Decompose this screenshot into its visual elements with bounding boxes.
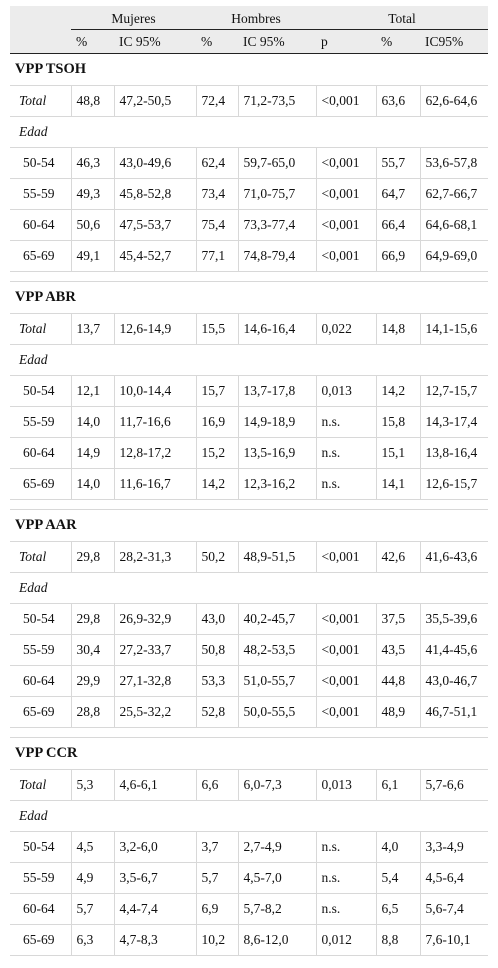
table-cell: 51,0-55,7: [238, 666, 316, 697]
table-cell: 4,4-7,4: [114, 894, 196, 925]
row-label-age: 65-69: [10, 925, 71, 956]
section-spacer: [10, 272, 488, 282]
table-cell: 35,5-39,6: [420, 604, 488, 635]
row-label-age: 60-64: [10, 666, 71, 697]
table-cell: 14,8: [376, 314, 420, 345]
column-header: IC 95%: [238, 30, 316, 54]
header-empty-cell: [10, 6, 71, 30]
table-cell: 50,0-55,5: [238, 697, 316, 728]
table-cell: 13,7: [71, 314, 114, 345]
table-cell: 6,1: [376, 770, 420, 801]
table-cell: 46,7-51,1: [420, 697, 488, 728]
table-cell: 11,6-16,7: [114, 469, 196, 500]
table-cell: 63,6: [376, 86, 420, 117]
table-row: [10, 863, 488, 894]
table-cell: 52,8: [196, 697, 238, 728]
table-cell: n.s.: [316, 832, 376, 863]
table-cell: 11,7-16,6: [114, 407, 196, 438]
column-header: %: [71, 30, 114, 54]
table-cell: 29,8: [71, 604, 114, 635]
table-cell: 10,2: [196, 925, 238, 956]
table-cell: 43,0: [196, 604, 238, 635]
table-cell: 16,9: [196, 407, 238, 438]
table-cell: 62,4: [196, 148, 238, 179]
table-cell: 64,7: [376, 179, 420, 210]
section-header-row: [10, 54, 488, 86]
table-cell: 6,6: [196, 770, 238, 801]
table-cell: 64,6-68,1: [420, 210, 488, 241]
table-cell: 48,8: [71, 86, 114, 117]
table-cell: 14,0: [71, 469, 114, 500]
table-cell: 72,4: [196, 86, 238, 117]
table-cell: 14,1-15,6: [420, 314, 488, 345]
table-cell: 5,3: [71, 770, 114, 801]
table-cell: 15,1: [376, 438, 420, 469]
table-cell: n.s.: [316, 863, 376, 894]
table-cell: 41,4-45,6: [420, 635, 488, 666]
table-cell: 6,0-7,3: [238, 770, 316, 801]
table-row: [10, 148, 488, 179]
row-label-total: Total: [10, 542, 71, 573]
table-row: [10, 542, 488, 573]
table-cell: 77,1: [196, 241, 238, 272]
row-label-age: 65-69: [10, 469, 71, 500]
table-row: [10, 86, 488, 117]
table-cell: 3,5-6,7: [114, 863, 196, 894]
row-label-age: 65-69: [10, 697, 71, 728]
row-label-age: 50-54: [10, 604, 71, 635]
row-label-age: 50-54: [10, 376, 71, 407]
table-cell: 43,0-46,7: [420, 666, 488, 697]
table-cell: 4,5-7,0: [238, 863, 316, 894]
table-cell: <0,001: [316, 179, 376, 210]
table-cell: <0,001: [316, 148, 376, 179]
table-cell: 40,2-45,7: [238, 604, 316, 635]
spacer-cell: [10, 728, 488, 738]
table-cell: <0,001: [316, 604, 376, 635]
row-label-age: 50-54: [10, 148, 71, 179]
section-header-row: [10, 282, 488, 314]
table-cell: 62,6-64,6: [420, 86, 488, 117]
table-cell: 41,6-43,6: [420, 542, 488, 573]
table-cell: <0,001: [316, 241, 376, 272]
row-label-age: 55-59: [10, 863, 71, 894]
table-cell: 27,1-32,8: [114, 666, 196, 697]
table-cell: <0,001: [316, 666, 376, 697]
table-cell: 29,9: [71, 666, 114, 697]
table-cell: 43,5: [376, 635, 420, 666]
table-cell: 48,2-53,5: [238, 635, 316, 666]
table-cell: 75,4: [196, 210, 238, 241]
table-cell: 4,9: [71, 863, 114, 894]
row-label-age: 55-59: [10, 635, 71, 666]
table-cell: 6,9: [196, 894, 238, 925]
table-cell: 12,8-17,2: [114, 438, 196, 469]
section-header-row: [10, 738, 488, 770]
table-cell: 49,1: [71, 241, 114, 272]
table-cell: 26,9-32,9: [114, 604, 196, 635]
column-header: p: [316, 30, 376, 54]
table-cell: 30,4: [71, 635, 114, 666]
table-row: [10, 469, 488, 500]
table-cell: 14,6-16,4: [238, 314, 316, 345]
table-cell: 47,5-53,7: [114, 210, 196, 241]
subgroup-row: [10, 573, 488, 604]
section-title: VPP AAR: [10, 510, 488, 542]
table-cell: 44,8: [376, 666, 420, 697]
table-cell: 5,7-6,6: [420, 770, 488, 801]
results-table: [10, 6, 488, 956]
table-cell: 5,7: [196, 863, 238, 894]
table-cell: 5,6-7,4: [420, 894, 488, 925]
section-title: VPP TSOH: [10, 54, 488, 86]
table-cell: 27,2-33,7: [114, 635, 196, 666]
table-cell: 3,7: [196, 832, 238, 863]
header-group-hombres: Hombres: [196, 6, 316, 30]
table-cell: 50,2: [196, 542, 238, 573]
header-empty-cell: [10, 30, 71, 54]
section-spacer: [10, 500, 488, 510]
table-row: [10, 666, 488, 697]
table-cell: 4,5: [71, 832, 114, 863]
table-cell: 3,2-6,0: [114, 832, 196, 863]
table-cell: 71,2-73,5: [238, 86, 316, 117]
column-header: %: [376, 30, 420, 54]
row-label-age: 55-59: [10, 179, 71, 210]
table-cell: 12,6-14,9: [114, 314, 196, 345]
table-cell: 5,4: [376, 863, 420, 894]
table-cell: 53,6-57,8: [420, 148, 488, 179]
table-row: [10, 438, 488, 469]
table-cell: 10,0-14,4: [114, 376, 196, 407]
table-cell: 0,012: [316, 925, 376, 956]
table-cell: <0,001: [316, 542, 376, 573]
table-cell: 12,6-15,7: [420, 469, 488, 500]
table-cell: 12,3-16,2: [238, 469, 316, 500]
subgroup-label: Edad: [10, 117, 488, 148]
table-cell: 0,013: [316, 376, 376, 407]
row-label-total: Total: [10, 86, 71, 117]
table-row: [10, 832, 488, 863]
row-label-age: 50-54: [10, 832, 71, 863]
table-cell: 37,5: [376, 604, 420, 635]
table-cell: 14,1: [376, 469, 420, 500]
subgroup-row: [10, 801, 488, 832]
table-row: [10, 179, 488, 210]
table-cell: 29,8: [71, 542, 114, 573]
table-cell: 74,8-79,4: [238, 241, 316, 272]
row-label-age: 60-64: [10, 210, 71, 241]
table-cell: n.s.: [316, 407, 376, 438]
table-row: [10, 314, 488, 345]
table-cell: 46,3: [71, 148, 114, 179]
table-row: [10, 925, 488, 956]
table-row: [10, 407, 488, 438]
table-cell: 25,5-32,2: [114, 697, 196, 728]
subgroup-label: Edad: [10, 801, 488, 832]
table-cell: 15,5: [196, 314, 238, 345]
table-cell: 64,9-69,0: [420, 241, 488, 272]
table-cell: 0,022: [316, 314, 376, 345]
table-cell: 4,5-6,4: [420, 863, 488, 894]
table-cell: 42,6: [376, 542, 420, 573]
table-cell: 8,6-12,0: [238, 925, 316, 956]
table-cell: 12,7-15,7: [420, 376, 488, 407]
row-label-age: 60-64: [10, 438, 71, 469]
table-row: [10, 635, 488, 666]
table-cell: <0,001: [316, 210, 376, 241]
table-cell: 4,7-8,3: [114, 925, 196, 956]
table-cell: 62,7-66,7: [420, 179, 488, 210]
row-label-age: 60-64: [10, 894, 71, 925]
table-cell: 4,0: [376, 832, 420, 863]
table-cell: 28,2-31,3: [114, 542, 196, 573]
table-row: [10, 697, 488, 728]
spacer-cell: [10, 500, 488, 510]
table-cell: 5,7: [71, 894, 114, 925]
header-group-total: Total: [316, 6, 488, 30]
table-cell: 3,3-4,9: [420, 832, 488, 863]
table-row: [10, 241, 488, 272]
table-cell: <0,001: [316, 86, 376, 117]
table-cell: 66,4: [376, 210, 420, 241]
row-label-age: 65-69: [10, 241, 71, 272]
section-title: VPP CCR: [10, 738, 488, 770]
table-cell: 8,8: [376, 925, 420, 956]
table-cell: 14,0: [71, 407, 114, 438]
table-row: [10, 376, 488, 407]
table-cell: 73,3-77,4: [238, 210, 316, 241]
column-header: IC 95%: [114, 30, 196, 54]
table-cell: 12,1: [71, 376, 114, 407]
table-cell: <0,001: [316, 635, 376, 666]
table-cell: 2,7-4,9: [238, 832, 316, 863]
row-label-total: Total: [10, 770, 71, 801]
subgroup-label: Edad: [10, 573, 488, 604]
table-cell: 50,6: [71, 210, 114, 241]
table-cell: 53,3: [196, 666, 238, 697]
table-cell: 14,2: [376, 376, 420, 407]
table-cell: 45,4-52,7: [114, 241, 196, 272]
table-cell: 47,2-50,5: [114, 86, 196, 117]
table-cell: 43,0-49,6: [114, 148, 196, 179]
table-row: [10, 770, 488, 801]
table-cell: 5,7-8,2: [238, 894, 316, 925]
table-cell: 0,013: [316, 770, 376, 801]
row-label-total: Total: [10, 314, 71, 345]
column-header: IC95%: [420, 30, 488, 54]
table-cell: 71,0-75,7: [238, 179, 316, 210]
table-cell: 14,2: [196, 469, 238, 500]
table-cell: 15,8: [376, 407, 420, 438]
table-cell: 13,7-17,8: [238, 376, 316, 407]
table-cell: 73,4: [196, 179, 238, 210]
table-cell: n.s.: [316, 469, 376, 500]
table-cell: 13,5-16,9: [238, 438, 316, 469]
table-body: [10, 54, 488, 956]
column-header: %: [196, 30, 238, 54]
table-cell: 15,2: [196, 438, 238, 469]
table-cell: 48,9: [376, 697, 420, 728]
table-cell: 55,7: [376, 148, 420, 179]
table-cell: 59,7-65,0: [238, 148, 316, 179]
table-row: [10, 210, 488, 241]
table-cell: 4,6-6,1: [114, 770, 196, 801]
section-spacer: [10, 728, 488, 738]
table-cell: 13,8-16,4: [420, 438, 488, 469]
subgroup-label: Edad: [10, 345, 488, 376]
table-cell: 48,9-51,5: [238, 542, 316, 573]
table-cell: 6,3: [71, 925, 114, 956]
table-cell: n.s.: [316, 438, 376, 469]
spacer-cell: [10, 272, 488, 282]
section-header-row: [10, 510, 488, 542]
header-group-mujeres: Mujeres: [71, 6, 196, 30]
table-header: [10, 6, 488, 54]
row-label-age: 55-59: [10, 407, 71, 438]
table-cell: 14,3-17,4: [420, 407, 488, 438]
table-cell: 50,8: [196, 635, 238, 666]
table-row: [10, 894, 488, 925]
table-cell: 49,3: [71, 179, 114, 210]
table-cell: 14,9: [71, 438, 114, 469]
section-title: VPP ABR: [10, 282, 488, 314]
table-cell: <0,001: [316, 697, 376, 728]
table-cell: 6,5: [376, 894, 420, 925]
subgroup-row: [10, 345, 488, 376]
table-row: [10, 604, 488, 635]
table-cell: 15,7: [196, 376, 238, 407]
table-cell: 66,9: [376, 241, 420, 272]
table-cell: 7,6-10,1: [420, 925, 488, 956]
table-cell: 28,8: [71, 697, 114, 728]
table-cell: n.s.: [316, 894, 376, 925]
subgroup-row: [10, 117, 488, 148]
table-cell: 45,8-52,8: [114, 179, 196, 210]
table-cell: 14,9-18,9: [238, 407, 316, 438]
